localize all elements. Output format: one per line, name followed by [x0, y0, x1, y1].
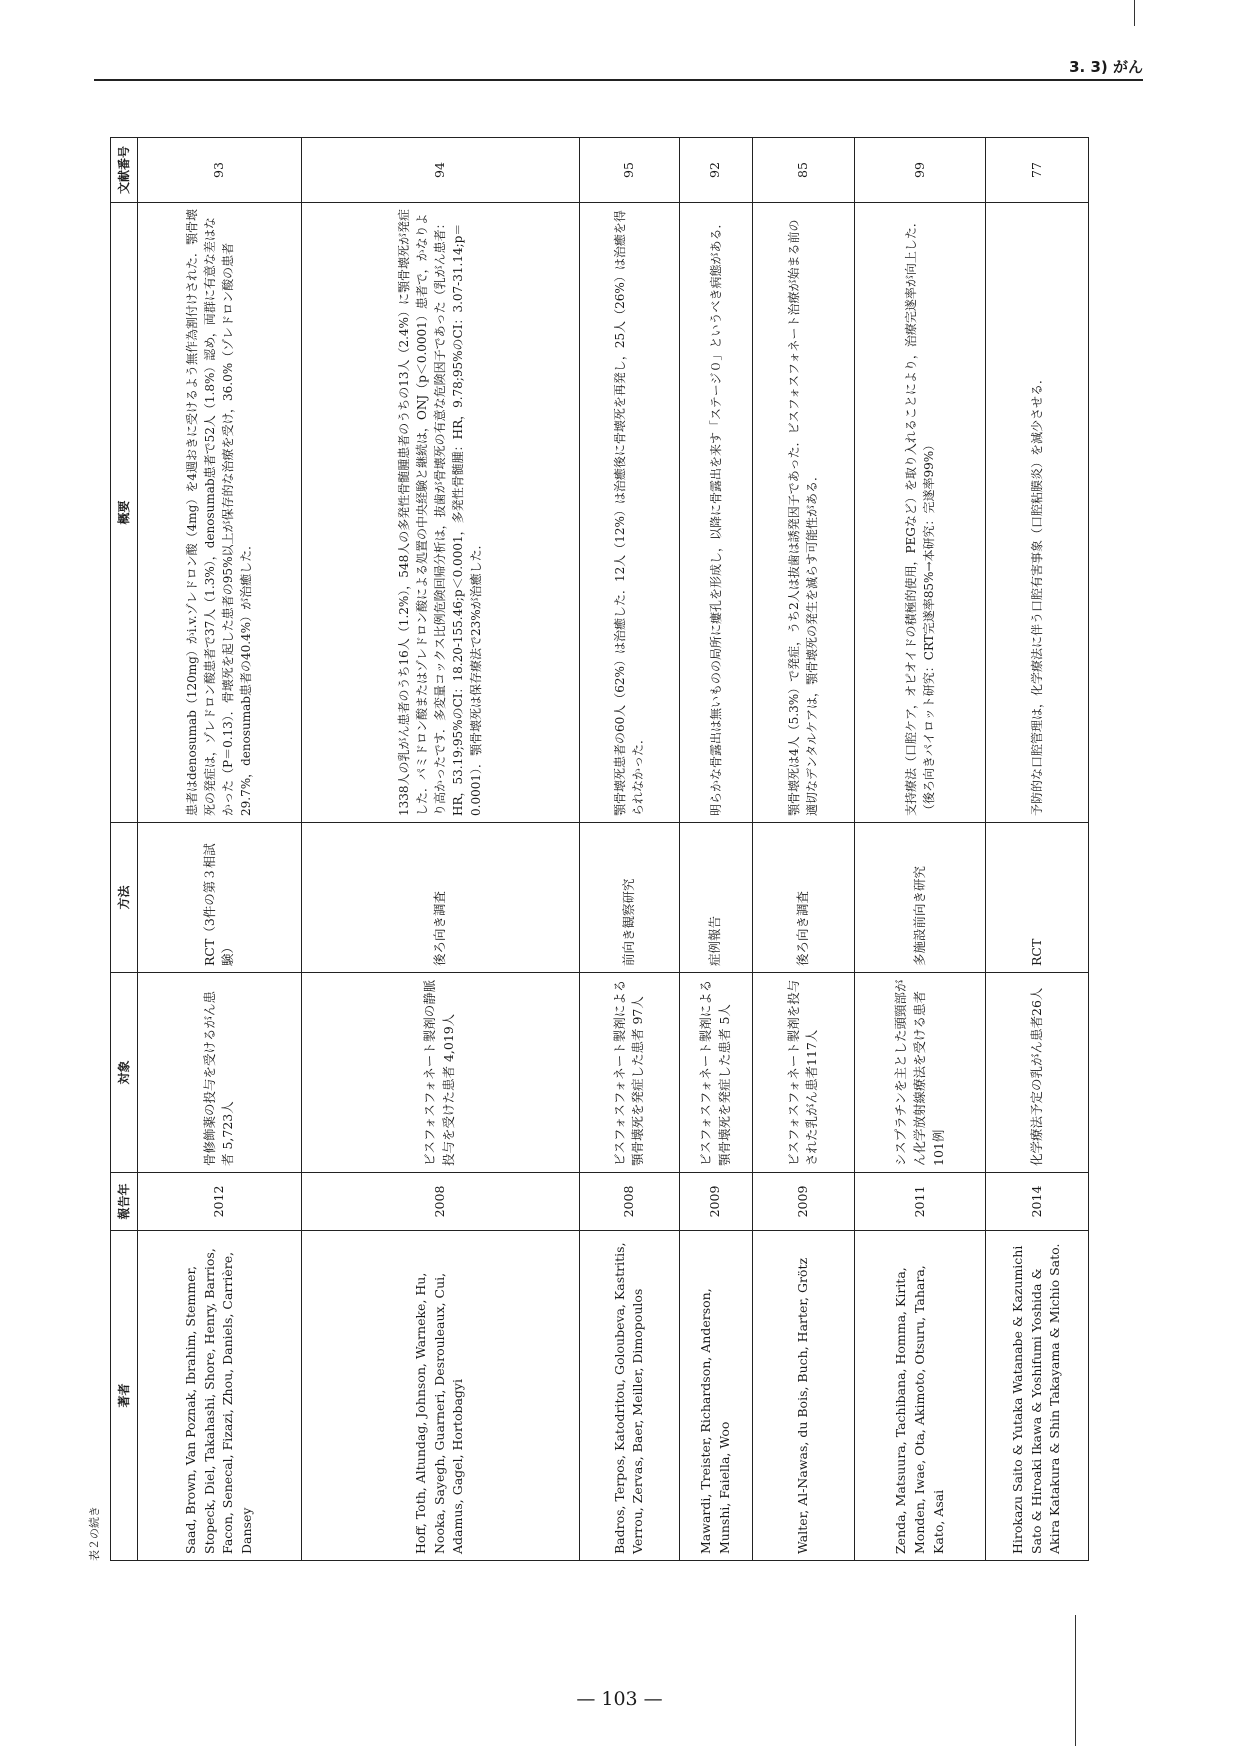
- cell-authors: Badros, Terpos, Katodritou, Goloubeva, Kastritis, Verrou, Zervas, Baer, Meiller, Dimopoulos: [579, 1231, 679, 1561]
- cell-authors: Saad, Brown, Van Poznak, Ibrahim, Stemmer, Stopeck, Diel, Takahashi, Shore, Henry, Barrios, Facon, Senecal, Fizazi, Zhou, Daniels, Carrière, Dansey: [138, 1231, 302, 1561]
- cell-method: RCT: [986, 823, 1089, 973]
- scan-edge-line-bottom: [1075, 1615, 1076, 1746]
- cell-authors: Mawardi, Treister, Richardson, Anderson, Munshi, Faiella, Woo: [680, 1231, 752, 1561]
- cell-subject: ビスフォスフォネート製剤による顎骨壊死を発症した患者 97人: [579, 973, 679, 1173]
- cell-authors: Hirokazu Saito & Yutaka Watanabe & Kazumichi Sato & Hiroaki Ikawa & Yoshifumi Yoshida & Akira Katakura & Shin Takayama & Michio Sato.: [986, 1231, 1089, 1561]
- table-caption: 表２の続き: [88, 1506, 101, 1561]
- cell-ref: 95: [579, 138, 679, 203]
- header-rule: [94, 79, 1143, 81]
- page-number: — 103 —: [576, 1688, 663, 1710]
- cell-subject: 骨修飾薬の投与を受けるがん患者 5,723人: [138, 973, 302, 1173]
- cell-method: 後ろ向き調査: [752, 823, 855, 973]
- cell-summary: 顎骨壊死は4人（5.3%）で発症，うち2人は抜歯は誘発因子であった．ビスフォスフォネート治療が始まる前の適切なデンタルケアは，顎骨壊死の発生を減らす可能性がある．: [752, 203, 855, 823]
- cell-summary: 予防的な口腔管理は，化学療法に伴う口腔有害事象（口腔粘膜炎）を減少させる．: [986, 203, 1089, 823]
- cell-year: 2014: [986, 1173, 1089, 1231]
- cell-ref: 99: [855, 138, 986, 203]
- rotated-table-container: [88, 138, 1089, 1561]
- cell-ref: 77: [986, 138, 1089, 203]
- col-header-authors: 著者: [111, 1231, 138, 1561]
- table-row: [752, 138, 855, 1561]
- table-row: [680, 138, 752, 1561]
- cell-year: 2008: [301, 1173, 579, 1231]
- cell-method: 症例報告: [680, 823, 752, 973]
- cell-summary: 支持療法（口腔ケア，オピオイドの積極的使用，PEGなど）を取り入れることにより，治療完遂率が向上した．（後ろ向きパイロット研究：CRT完遂率85%→本研究：完遂率99%）: [855, 203, 986, 823]
- cell-year: 2008: [579, 1173, 679, 1231]
- literature-table: [110, 137, 1089, 1561]
- table-row: [301, 138, 579, 1561]
- table-row: [579, 138, 679, 1561]
- cell-summary: 顎骨壊死患者の60人（62%）は治癒した．12人（12%）は治癒後に骨壊死を再発し，25人（26%）は治癒を得られなかった．: [579, 203, 679, 823]
- cell-method: RCT（3件の第３相試験）: [138, 823, 302, 973]
- cell-authors: Zenda, Matsuura, Tachibana, Homma, Kirita, Monden, Iwae, Ota, Akimoto, Otsuru, Tahara, Kato, Asai: [855, 1231, 986, 1561]
- cell-method: 前向き観察研究: [579, 823, 679, 973]
- cell-method: 後ろ向き調査: [301, 823, 579, 973]
- cell-ref: 92: [680, 138, 752, 203]
- scan-edge-line: [1134, 0, 1135, 26]
- cell-authors: Hoff, Toth, Altundag, Johnson, Warneke, Hu, Nooka, Sayegh, Guarneri, Desrouleaux, Cui, Adamus, Gagel, Hortobagyi: [301, 1231, 579, 1561]
- cell-method: 多施設前向き研究: [855, 823, 986, 973]
- table-row: [855, 138, 986, 1561]
- cell-subject: ビスフォスフォネート製剤による顎骨壊死を発症した患者 5人: [680, 973, 752, 1173]
- cell-subject: シスプラチンを主とした頭頸部がん化学放射線療法を受ける患者101例: [855, 973, 986, 1173]
- cell-summary: 明らかな骨露出は無いものの局所に瘻孔を形成し，以降に骨露出を来す「ステージ０」というべき病態がある．: [680, 203, 752, 823]
- cell-summary: 1338人の乳がん患者のうち16人（1.2%），548人の多発性骨髄腫患者のうちの13人（2.4%）に顎骨壊死が発症した．パミドロン酸またはゾレドロン酸による処置の中央経験と継続は，ONJ（p＜0.0001）患者で，かなりより高かったです．多変量コックス比例危険回帰分析は，抜歯が骨壊死の有意な危険因子であった（乳がん患者：HR，53.19;95%のCI：18.20-155.46;p＜0.0001，多発性骨髄腫：HR，9.78;95%のCI：3.07-31.14;p＝0.0001）．顎骨壊死は保存療法で23%が治癒した．: [301, 203, 579, 823]
- cell-year: 2009: [752, 1173, 855, 1231]
- col-header-subject: 対象: [111, 973, 138, 1173]
- cell-ref: 94: [301, 138, 579, 203]
- table-row: [138, 138, 302, 1561]
- cell-year: 2012: [138, 1173, 302, 1231]
- cell-subject: ビスフォスフォネート製剤を投与された乳がん患者117人: [752, 973, 855, 1173]
- section-label: 3. 3) がん: [1069, 58, 1143, 76]
- cell-subject: ビスフォスフォネート製剤の静脈投与を受けた患者 4,019人: [301, 973, 579, 1173]
- col-header-method: 方法: [111, 823, 138, 973]
- cell-year: 2011: [855, 1173, 986, 1231]
- cell-ref: 93: [138, 138, 302, 203]
- cell-summary: 患者はdenosumab（120mg）かi.v.ゾレドロン酸（4mg）を4週おきに受けるよう無作為割付けされた．顎骨壊死の発症は，ゾレドロン酸患者で37人（1.3%），denosumab患者で52人（1.8%）認め，両群に有意な差はなかった（P＝0.13）．骨壊死を起した患者の95%以上が保存的な治療を受け，36.0%（ゾレドロン酸の患者29.7%，denosumab患者の40.4%）が治癒した．: [138, 203, 302, 823]
- cell-ref: 85: [752, 138, 855, 203]
- col-header-year: 報告年: [111, 1173, 138, 1231]
- col-header-ref: 文献番号: [111, 138, 138, 203]
- cell-year: 2009: [680, 1173, 752, 1231]
- col-header-summary: 概要: [111, 203, 138, 823]
- cell-subject: 化学療法予定の乳がん患者26人: [986, 973, 1089, 1173]
- table-row: [986, 138, 1089, 1561]
- table-header-row: [111, 138, 138, 1561]
- cell-authors: Walter, Al-Nawas, du Bois, Buch, Harter, Grötz: [752, 1231, 855, 1561]
